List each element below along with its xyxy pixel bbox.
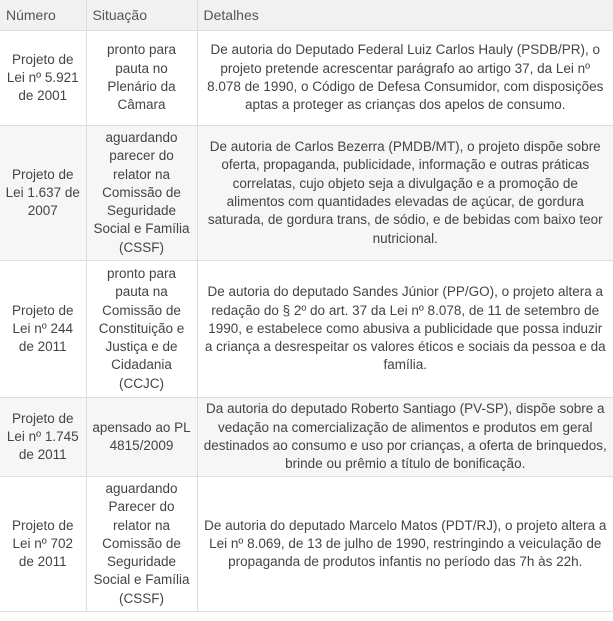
cell-situacao: aguardando Parecer do relator na Comissão de Seguridade Social e Família (CSSF): [86, 477, 197, 612]
table-header-row: [0, 0, 613, 31]
cell-detalhes: De autoria do deputado Marcelo Matos (PDT/RJ), o projeto altera a Lei nº 8.069, de 13 de julho de 1990, restringindo a veiculação de propaganda de produtos infantis no período das 7h às 22h.: [197, 477, 613, 612]
cell-numero: Projeto de Lei nº 244 de 2011: [0, 261, 86, 398]
header-numero: Número: [0, 0, 86, 31]
table-row: [0, 126, 613, 261]
table-row: [0, 261, 613, 398]
cell-situacao: aguardando parecer do relator na Comissão de Seguridade Social e Família (CSSF): [86, 126, 197, 261]
table-row: [0, 398, 613, 477]
cell-situacao: pronto para pauta no Plenário da Câmara: [86, 31, 197, 126]
cell-detalhes: Da autoria do deputado Roberto Santiago (PV-SP), dispõe sobre a vedação na comercialização de alimentos e produtos em geral destinados ao consumo e uso por crianças, a oferta de brinquedos, brinde ou prêmio a título de bonificação.: [197, 398, 613, 477]
header-detalhes: Detalhes: [197, 0, 613, 31]
table-row: [0, 31, 613, 126]
cell-numero: Projeto de Lei nº 5.921 de 2001: [0, 31, 86, 126]
cell-detalhes: De autoria do Deputado Federal Luiz Carlos Hauly (PSDB/PR), o projeto pretende acrescentar parágrafo ao artigo 37, da Lei nº 8.078 de 1990, o Código de Defesa Consumidor, com disposições aptas a proteger as crianças dos apelos de consumo.: [197, 31, 613, 126]
cell-numero: Projeto de Lei nº 702 de 2011: [0, 477, 86, 612]
cell-numero: Projeto de Lei nº 1.745 de 2011: [0, 398, 86, 477]
cell-situacao: pronto para pauta na Comissão de Constituição e Justiça e de Cidadania (CCJC): [86, 261, 197, 398]
cell-situacao: apensado ao PL 4815/2009: [86, 398, 197, 477]
cell-detalhes: De autoria de Carlos Bezerra (PMDB/MT), o projeto dispõe sobre oferta, propaganda, publicidade, informação e outras práticas correlatas, cujo objeto seja a divulgação e a promoção de alimentos com quantidades elevadas de açúcar, de gordura saturada, de gordura trans, de sódio, e de bebidas com baixo teor nutricional.: [197, 126, 613, 261]
cell-detalhes: De autoria do deputado Sandes Júnior (PP/GO), o projeto altera a redação do § 2º do art. 37 da Lei nº 8.078, de 11 de setembro de 1990, e estabelece como abusiva a publicidade que possa induzir a criança a desrespeitar os valores éticos e sociais da pessoa e da família.: [197, 261, 613, 398]
table-row: [0, 477, 613, 612]
header-situacao: Situação: [86, 0, 197, 31]
cell-numero: Projeto de Lei 1.637 de 2007: [0, 126, 86, 261]
